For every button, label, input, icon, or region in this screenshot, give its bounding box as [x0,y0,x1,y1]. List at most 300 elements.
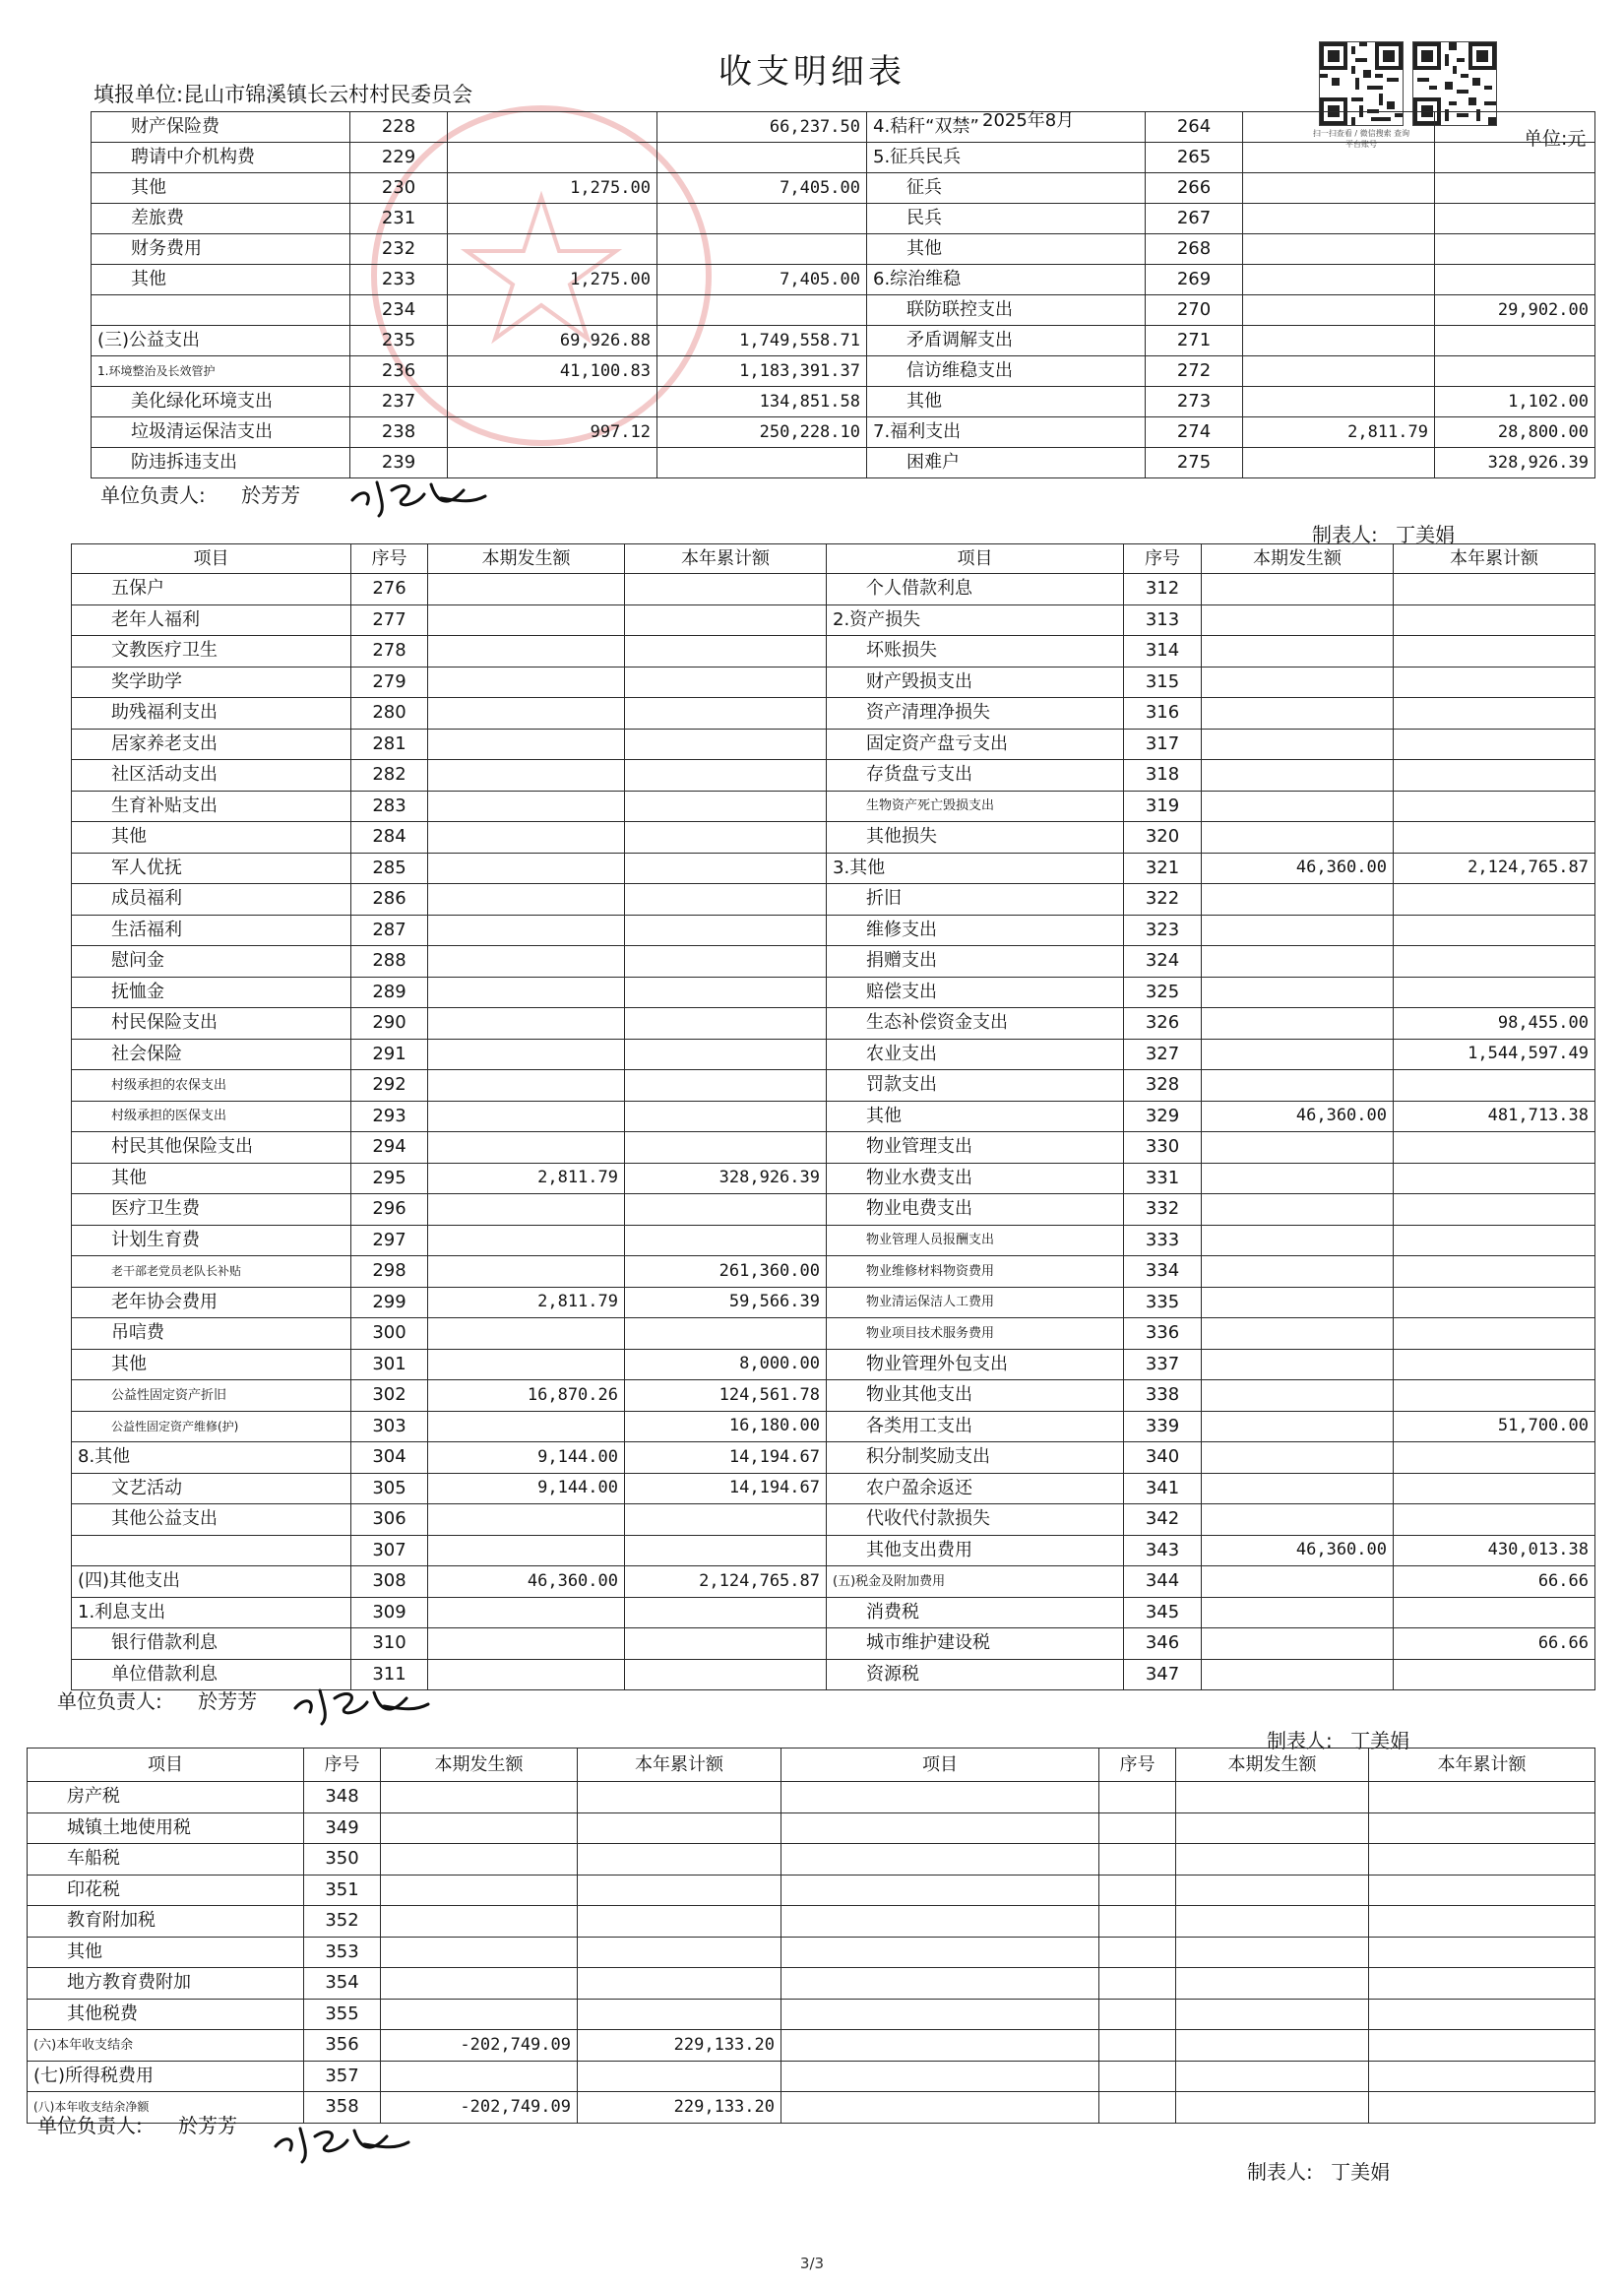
ytd-amount [1394,1349,1595,1380]
ytd-amount: 328,926.39 [1435,448,1595,478]
item-name: 其他 [827,1101,1124,1132]
ytd-amount: 28,800.00 [1435,417,1595,448]
ytd-amount: 1,749,558.71 [657,326,867,356]
current-amount [1202,1194,1394,1226]
current-amount: -202,749.09 [381,2030,578,2062]
table-row [72,1411,1595,1442]
row-seq: 303 [351,1411,428,1442]
ytd-amount [1394,760,1595,792]
empty-cell [1369,2092,1595,2124]
empty-cell [1369,1844,1595,1876]
empty-cell [1099,1844,1176,1876]
empty-cell [1099,2030,1176,2062]
ytd-amount [625,1628,827,1660]
unit-head-name: 於芳芳 [241,483,301,507]
empty-cell [1176,1812,1369,1844]
item-name: 老年协会费用 [72,1287,351,1318]
ytd-amount [625,853,827,884]
row-seq: 229 [350,143,448,173]
current-amount: 1,275.00 [448,265,657,295]
row-seq: 286 [351,884,428,916]
item-name: 吊唁费 [72,1318,351,1350]
table-row [72,760,1595,792]
item-name: 成员福利 [72,884,351,916]
item-name: 个人借款利息 [827,574,1124,605]
item-name: 文艺活动 [72,1473,351,1504]
current-amount [1202,915,1394,946]
current-amount [1243,387,1435,417]
item-name: 生育补贴支出 [72,791,351,822]
row-seq: 315 [1124,667,1202,698]
current-amount [1243,295,1435,326]
current-amount [381,1906,578,1938]
item-name: 困难户 [867,448,1146,478]
current-amount [1202,698,1394,730]
row-seq: 287 [351,915,428,946]
ytd-amount: 1,102.00 [1435,387,1595,417]
table-row [28,1906,1595,1938]
ytd-amount [1394,822,1595,854]
table-row [72,636,1595,668]
current-amount [381,1782,578,1813]
item-name: 各类用工支出 [827,1411,1124,1442]
row-seq: 351 [304,1875,381,1906]
item-name: 消费税 [827,1597,1124,1628]
ytd-amount [625,1597,827,1628]
current-amount [428,1504,625,1536]
item-name: 其他公益支出 [72,1504,351,1536]
ytd-amount: 2,124,765.87 [625,1566,827,1598]
row-seq: 284 [351,822,428,854]
ytd-amount: 7,405.00 [657,265,867,295]
table-row [72,698,1595,730]
ytd-amount [625,1132,827,1164]
item-name: 助残福利支出 [72,698,351,730]
preparer-label: 制表人: [1267,1729,1333,1752]
row-seq: 236 [350,356,448,387]
current-amount [381,1999,578,2030]
ytd-amount [657,143,867,173]
row-seq: 313 [1124,604,1202,636]
current-amount [1202,1597,1394,1628]
current-amount: 997.12 [448,417,657,448]
item-name: 社会保险 [72,1039,351,1070]
empty-cell [781,1968,1099,2000]
row-seq: 357 [304,2061,381,2092]
row-seq: 322 [1124,884,1202,916]
col-header-current: 本期发生额 [1176,1749,1369,1782]
current-amount [1243,326,1435,356]
ytd-amount [578,2061,781,2092]
item-name: 医疗卫生费 [72,1194,351,1226]
ytd-amount [657,204,867,234]
current-amount [1202,1039,1394,1070]
table-row [72,791,1595,822]
row-seq: 289 [351,977,428,1008]
empty-cell [1176,1968,1369,2000]
current-amount [448,234,657,265]
row-seq: 317 [1124,729,1202,760]
col-header-seq: 序号 [1099,1749,1176,1782]
item-name: 其他损失 [827,822,1124,854]
current-amount [1202,822,1394,854]
current-amount [381,1844,578,1876]
item-name: 社区活动支出 [72,760,351,792]
current-amount [428,853,625,884]
empty-cell [781,1875,1099,1906]
table-row [72,977,1595,1008]
current-amount [1202,1566,1394,1598]
table-row [72,1442,1595,1474]
ytd-amount [625,791,827,822]
ytd-amount: 124,561.78 [625,1380,827,1412]
item-name: 军人优抚 [72,853,351,884]
item-name: 村民其他保险支出 [72,1132,351,1164]
ytd-amount [1394,1442,1595,1474]
ytd-amount [1394,1597,1595,1628]
reporting-unit-label: 填报单位: [94,83,184,106]
row-seq: 334 [1124,1256,1202,1288]
empty-cell [781,2030,1099,2062]
empty-cell [1369,2030,1595,2062]
current-amount [381,1812,578,1844]
item-name: 积分制奖励支出 [827,1442,1124,1474]
col-header-current: 本期发生额 [1202,544,1394,574]
current-amount: 41,100.83 [448,356,657,387]
table-row [28,1875,1595,1906]
ytd-amount [625,1504,827,1536]
row-seq: 306 [351,1504,428,1536]
current-amount [1243,204,1435,234]
table-row [92,265,1595,295]
item-name: 4.秸秆“双禁” [867,112,1146,143]
current-amount: 46,360.00 [1202,1535,1394,1566]
empty-cell [1369,1999,1595,2030]
current-amount [381,1875,578,1906]
row-seq: 239 [350,448,448,478]
item-name: 固定资产盘亏支出 [827,729,1124,760]
empty-cell [1176,1782,1369,1813]
table-row [72,1039,1595,1070]
item-name: 教育附加税 [28,1906,304,1938]
preparer-label: 制表人: [1247,2160,1313,2184]
current-amount [428,791,625,822]
unit-head-label: 单位负责人: [57,1689,162,1713]
table-row [28,1937,1595,1968]
unit-head-name: 於芳芳 [198,1689,258,1713]
item-name: 其他税费 [28,1999,304,2030]
row-seq: 292 [351,1070,428,1102]
col-header-item: 项目 [72,544,351,574]
item-name: 1.利息支出 [72,1597,351,1628]
ytd-amount [1435,234,1595,265]
empty-cell [1099,1875,1176,1906]
item-name: 财产毁损支出 [827,667,1124,698]
row-seq: 282 [351,760,428,792]
table-row [28,1844,1595,1876]
row-seq: 230 [350,173,448,204]
row-seq: 346 [1124,1628,1202,1660]
empty-cell [1099,2061,1176,2092]
empty-cell [1176,1906,1369,1938]
item-name: 抚恤金 [72,977,351,1008]
item-name: 物业管理外包支出 [827,1349,1124,1380]
empty-cell [1099,2092,1176,2124]
qr-caption: 扫一扫查看 / 微信搜索 查询平台账号 [1312,129,1410,149]
preparer-label: 制表人: [1312,523,1378,546]
ytd-amount: 51,700.00 [1394,1411,1595,1442]
item-name: 物业管理人员报酬支出 [827,1225,1124,1256]
item-name: 单位借款利息 [72,1659,351,1690]
item-name: 资源税 [827,1659,1124,1690]
item-name: 差旅费 [92,204,350,234]
item-name: 其他支出费用 [827,1535,1124,1566]
ytd-amount: 8,000.00 [625,1349,827,1380]
table-row [92,387,1595,417]
item-name: (四)其他支出 [72,1566,351,1598]
table-row [72,1349,1595,1380]
ytd-amount [1394,729,1595,760]
col-header-item: 项目 [781,1749,1099,1782]
row-seq: 348 [304,1782,381,1813]
row-seq: 269 [1146,265,1243,295]
table-row [28,2030,1595,2062]
current-amount [1202,1380,1394,1412]
col-header-item: 项目 [827,544,1124,574]
table-row [72,1504,1595,1536]
ytd-amount: 328,926.39 [625,1163,827,1194]
table-row [72,915,1595,946]
item-name: 银行借款利息 [72,1628,351,1660]
table-row [72,1194,1595,1226]
table-row [72,1318,1595,1350]
current-amount [428,884,625,916]
ytd-amount [625,1318,827,1350]
row-seq: 339 [1124,1411,1202,1442]
current-amount [448,295,657,326]
current-amount [428,1070,625,1102]
ytd-amount [1394,1256,1595,1288]
row-seq: 272 [1146,356,1243,387]
row-seq: 337 [1124,1349,1202,1380]
current-amount [1202,977,1394,1008]
ytd-amount [1394,884,1595,916]
item-name: 其他 [72,1349,351,1380]
item-name: 7.福利支出 [867,417,1146,448]
row-seq: 294 [351,1132,428,1164]
current-amount [428,1411,625,1442]
current-amount [428,1535,625,1566]
ytd-amount [625,1659,827,1690]
table-row [72,604,1595,636]
current-amount [1202,1659,1394,1690]
current-amount [448,143,657,173]
ytd-amount [625,667,827,698]
ytd-amount [1435,143,1595,173]
ytd-amount: 481,713.38 [1394,1101,1595,1132]
row-seq: 332 [1124,1194,1202,1226]
ytd-amount [578,1906,781,1938]
current-amount [381,2061,578,2092]
ytd-amount [578,1937,781,1968]
current-amount [448,204,657,234]
table-row [72,1163,1595,1194]
table-row [72,822,1595,854]
row-seq: 273 [1146,387,1243,417]
col-header-current: 本期发生额 [428,544,625,574]
table-row [92,326,1595,356]
item-name [72,1535,351,1566]
current-amount [428,574,625,605]
row-seq: 228 [350,112,448,143]
ytd-amount: 16,180.00 [625,1411,827,1442]
row-seq: 268 [1146,234,1243,265]
preparer-signoff [1247,2156,1390,2185]
table-row [92,417,1595,448]
row-seq: 312 [1124,574,1202,605]
row-seq: 281 [351,729,428,760]
current-amount [1243,265,1435,295]
ytd-amount: 7,405.00 [657,173,867,204]
item-name: 其他 [92,173,350,204]
row-seq: 293 [351,1101,428,1132]
empty-cell [1369,2061,1595,2092]
row-seq: 358 [304,2092,381,2124]
ytd-amount [1394,1070,1595,1102]
ytd-amount: 229,133.20 [578,2092,781,2124]
report-period: 2025年8月 [982,110,1075,131]
ytd-amount: 14,194.67 [625,1473,827,1504]
row-seq: 278 [351,636,428,668]
ytd-amount [1394,636,1595,668]
table-row [72,1566,1595,1598]
row-seq: 333 [1124,1225,1202,1256]
item-name: 联防联控支出 [867,295,1146,326]
item-name: 计划生育费 [72,1225,351,1256]
ytd-amount [625,760,827,792]
unit-head-label: 单位负责人: [37,2114,143,2137]
ytd-amount [1394,1659,1595,1690]
item-name: 美化绿化环境支出 [92,387,350,417]
current-amount [428,1318,625,1350]
row-seq: 238 [350,417,448,448]
row-seq: 266 [1146,173,1243,204]
row-seq: 310 [351,1628,428,1660]
item-name: 地方教育费附加 [28,1968,304,2000]
item-name: 垃圾清运保洁支出 [92,417,350,448]
empty-cell [1369,1875,1595,1906]
empty-cell [1176,1844,1369,1876]
col-header-item: 项目 [28,1749,304,1782]
empty-cell [1176,1875,1369,1906]
item-name: 其他 [72,1163,351,1194]
row-seq: 275 [1146,448,1243,478]
ytd-amount [1394,667,1595,698]
col-header-seq: 序号 [351,544,428,574]
page-number: 3/3 [799,2255,825,2272]
table-row [72,1256,1595,1288]
current-amount [428,729,625,760]
table-row [28,2061,1595,2092]
ytd-amount: 66,237.50 [657,112,867,143]
item-name: 生物资产死亡毁损支出 [827,791,1124,822]
item-name: 维修支出 [827,915,1124,946]
ytd-amount [625,884,827,916]
row-seq: 304 [351,1442,428,1474]
table-row [92,356,1595,387]
row-seq: 308 [351,1566,428,1598]
table-row [72,1287,1595,1318]
item-name: 物业清运保洁人工费用 [827,1287,1124,1318]
ytd-amount [578,1844,781,1876]
empty-cell [1369,1937,1595,1968]
current-amount: 2,811.79 [1243,417,1435,448]
empty-cell [1176,2061,1369,2092]
row-seq: 231 [350,204,448,234]
current-amount [428,977,625,1008]
row-seq: 347 [1124,1659,1202,1690]
ytd-amount: 98,455.00 [1394,1008,1595,1040]
ytd-amount [625,574,827,605]
col-header-ytd: 本年累计额 [1394,544,1595,574]
table-row [28,1999,1595,2030]
ytd-amount [1435,356,1595,387]
current-amount [428,1194,625,1226]
item-name: 村级承担的医保支出 [72,1101,351,1132]
ytd-amount [625,636,827,668]
row-seq: 311 [351,1659,428,1690]
ytd-amount: 430,013.38 [1394,1535,1595,1566]
row-seq: 305 [351,1473,428,1504]
item-name: 物业维修材料物资费用 [827,1256,1124,1288]
current-amount [428,1628,625,1660]
table-row [92,112,1595,143]
item-name: 其他 [28,1937,304,1968]
current-amount [1202,667,1394,698]
ytd-amount [1435,204,1595,234]
current-amount [1202,636,1394,668]
row-seq: 264 [1146,112,1243,143]
current-amount [428,1256,625,1288]
table-row [92,234,1595,265]
item-name: 其他 [867,387,1146,417]
current-amount [428,1101,625,1132]
current-amount: 46,360.00 [1202,853,1394,884]
current-amount [1243,112,1435,143]
ytd-amount: 261,360.00 [625,1256,827,1288]
current-amount [1202,574,1394,605]
empty-cell [1099,1968,1176,2000]
col-header-seq: 序号 [1124,544,1202,574]
ytd-amount [1394,1504,1595,1536]
row-seq: 291 [351,1039,428,1070]
item-name: 矛盾调解支出 [867,326,1146,356]
expense-table-part1 [91,111,1595,478]
empty-cell [1099,1782,1176,1813]
ytd-amount [625,1225,827,1256]
row-seq: 279 [351,667,428,698]
ytd-amount [625,604,827,636]
ytd-amount [625,1535,827,1566]
ytd-amount [1394,1287,1595,1318]
item-name: 物业其他支出 [827,1380,1124,1412]
current-amount [448,112,657,143]
table-row [28,1968,1595,2000]
preparer-name: 丁美娟 [1331,2160,1391,2184]
row-seq: 237 [350,387,448,417]
row-seq: 326 [1124,1008,1202,1040]
ytd-amount [625,1008,827,1040]
